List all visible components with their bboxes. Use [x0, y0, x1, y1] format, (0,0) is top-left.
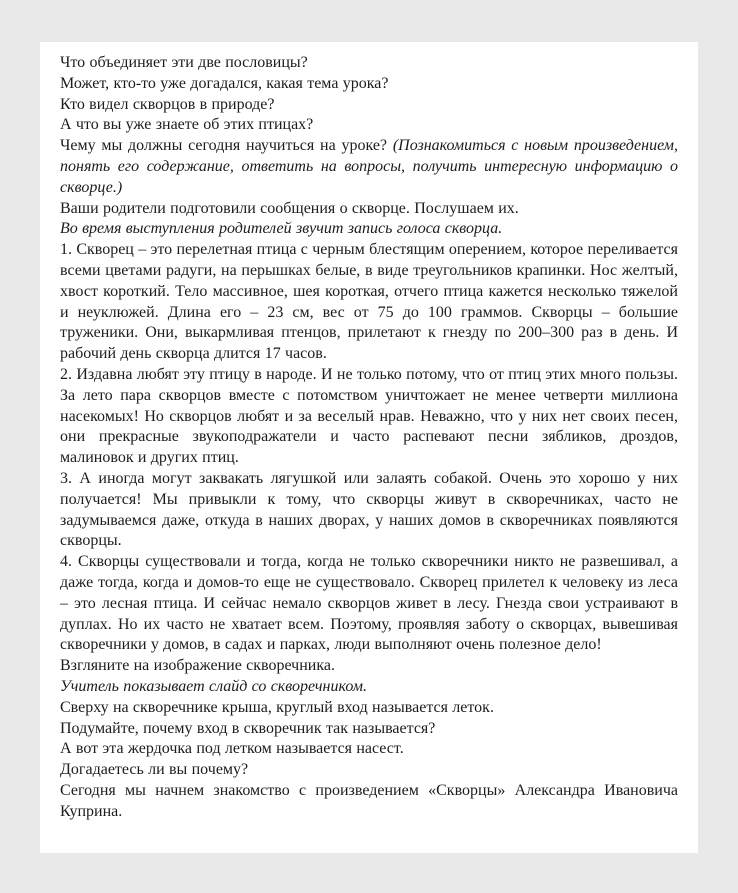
paragraph — [60, 240, 678, 365]
paragraph — [60, 74, 678, 95]
text-segment: 4. Скворцы существовали и тогда, когда не только скворечники никто не развешивал, а даже тогда, когда и домов-то еще не существовало. Скворец прилетел к человеку из леса – это лесная птица. И сейчас немало скворцов живет в лесу. Гнезда свои устраивают в дуплах. Но их часто не хватает всем. Поэтому, проявляя заботу о скворцах, вывешивая скворечники у домов, в садах и парках, люди выполняют очень полезное дело! — [60, 553, 678, 654]
text-segment: А что вы уже знаете об этих птицах? — [60, 116, 314, 134]
paragraph — [60, 469, 678, 552]
paragraph — [60, 739, 678, 760]
text-segment: Сегодня мы начнем знакомство с произведением «Скворцы» Александра Ивановича Куприна. — [60, 781, 678, 820]
paragraph — [60, 677, 678, 698]
text-segment: Подумайте, почему вход в скворечник так называется? — [60, 719, 436, 737]
text-segment: А вот эта жердочка под летком называется насест. — [60, 740, 404, 758]
text-segment: Чему мы должны сегодня научиться на уроке? — [60, 137, 393, 155]
paragraph — [60, 53, 678, 74]
text-segment: 3. А иногда могут заквакать лягушкой или залаять собакой. Очень это хорошо у них получается! Мы привыкли к тому, что скворцы живут в скворечниках, часто не задумываемся даже, откуда в наших дворах, у наших домов в скворечниках появляются скворцы. — [60, 469, 678, 550]
text-segment: Учитель показывает слайд со скворечником. — [60, 677, 367, 695]
paragraph — [60, 136, 678, 198]
paragraph — [60, 115, 678, 136]
paragraph — [60, 199, 678, 220]
paragraph — [60, 365, 678, 469]
text-segment: (Познакомиться с новым произведением, понять его содержание, ответить на вопросы, получить интересную информацию о скворце.) — [60, 137, 678, 196]
text-segment: Догадаетесь ли вы почему? — [60, 761, 249, 779]
paragraph — [60, 95, 678, 116]
text-segment: Что объединяет эти две пословицы? — [60, 54, 308, 71]
text-segment: Ваши родители подготовили сообщения о скворце. Послушаем их. — [60, 199, 519, 217]
lesson-script-text — [60, 53, 678, 822]
text-segment: 1. Скворец – это перелетная птица с черным блестящим оперением, которое переливается всеми цветами радуги, на перышках белые, в виде треугольников крапинки. Нос желтый, хвост короткий. Тело массивное, шея короткая, отчего птица кажется несколько тяжелой и неуклюжей. Длина его – 23 см, вес от 75 до 100 граммов. Скворцы – большие труженики. Они, выкармливая птенцов, прилетают к гнезду по 200–300 раз в день. И рабочий день скворца длится 17 часов. — [60, 241, 678, 363]
paper-sheet — [40, 42, 698, 853]
text-segment: Взгляните на изображение скворечника. — [60, 657, 335, 675]
paragraph — [60, 552, 678, 656]
text-segment: Кто видел скворцов в природе? — [60, 95, 275, 113]
paragraph — [60, 760, 678, 781]
paragraph — [60, 719, 678, 740]
text-segment: 2. Издавна любят эту птицу в народе. И не только потому, что от птиц этих много пользы. За лето пара скворцов вместе с потомством уничтожает не менее четверти миллиона насекомых! Но скворцов любят и за веселый нрав. Неважно, что у них нет своих песен, они прекрасные звукоподражатели и часто распевают песни зябликов, дроздов, малиновок и других птиц. — [60, 365, 678, 467]
paragraph — [60, 219, 678, 240]
text-segment: Сверху на скворечнике крыша, круглый вход называется леток. — [60, 698, 494, 716]
paragraph — [60, 781, 678, 823]
text-segment: Во время выступления родителей звучит запись голоса скворца. — [60, 220, 503, 238]
paragraph — [60, 656, 678, 677]
paragraph — [60, 698, 678, 719]
text-segment: Может, кто-то уже догадался, какая тема урока? — [60, 74, 389, 92]
